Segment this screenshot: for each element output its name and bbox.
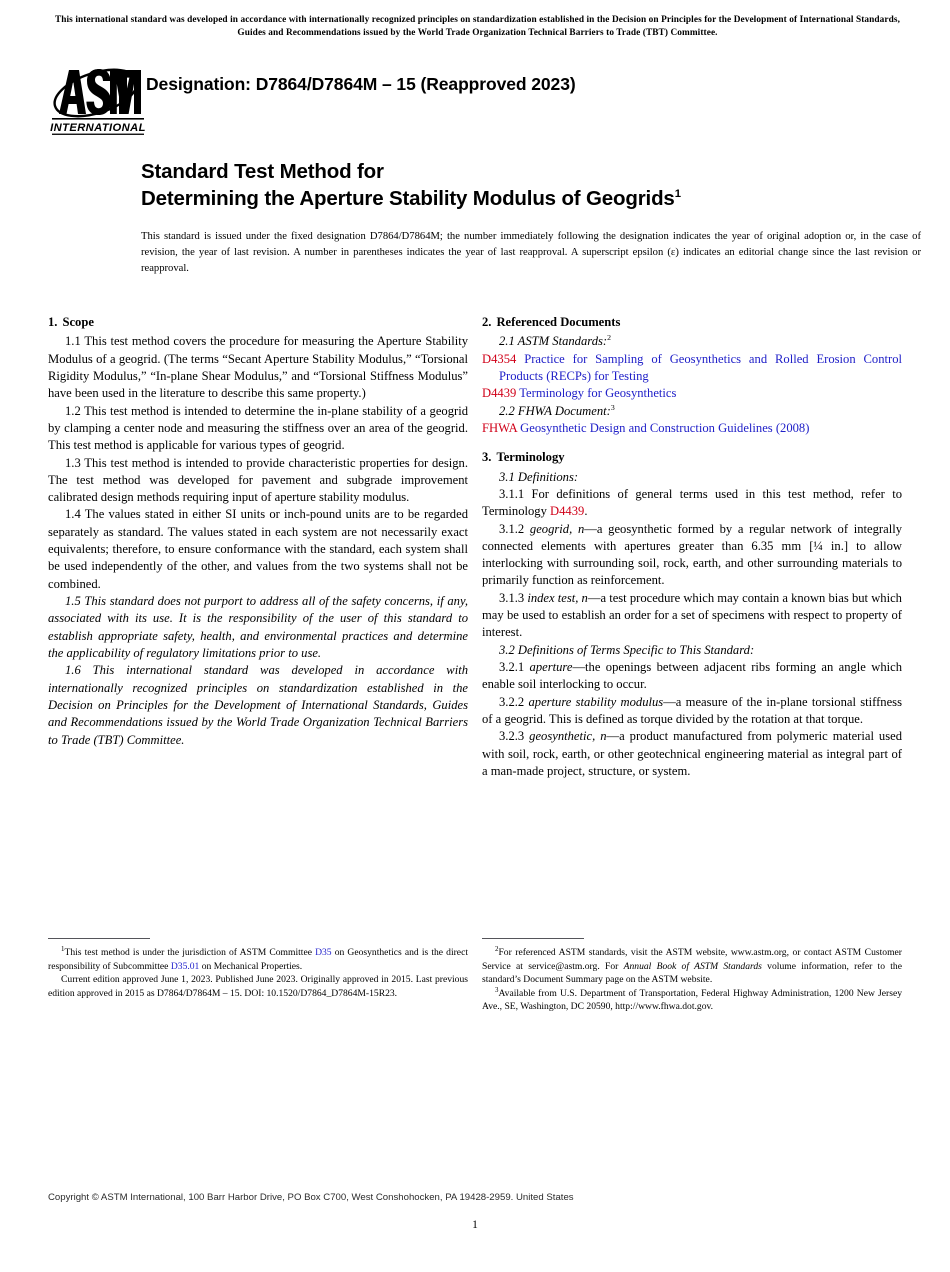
paragraph-3-1-2-number: 3.1.2 — [499, 521, 530, 536]
reference-title-d4439[interactable]: Terminology for Geosynthetics — [519, 386, 677, 401]
footnotes-left — [48, 938, 468, 1000]
tbt-header-note: This international standard was developed in accordance with internationally recognized principles on standardization established in the Decision on Principles for the Development of International Standards, Guides and Recommendations issued by the World Trade Organization Technical Barriers to Trade (TBT) Committee. — [54, 15, 901, 39]
reference-code-d4354[interactable]: D4354 — [482, 351, 517, 366]
paragraph-3-1-1-pre: 3.1.1 For definitions of general terms used in this test method, refer to Terminology — [482, 486, 902, 519]
subheading-2-2 — [482, 403, 902, 420]
paragraph-3-2-3-text: —a product manufactured from polymeric material used with soil, rock, earth, or other geotechnical engineering material as integral part of a man-made project, structure, or system. — [482, 729, 903, 778]
paragraph-3-1-2-text: —a geosynthetic formed by a regular network of integrally connected elements with apertures greater than 6.35 mm [¼ in.] to allow interlocking with surrounding soil, rock, earth, and other surrounding materials to primarily function as reinforcement. — [482, 521, 902, 588]
title-footnote-marker: 1 — [674, 188, 681, 201]
astm-standards-list — [482, 351, 902, 403]
title-line-2 — [141, 185, 921, 212]
term-aperture-stability-modulus: aperture stability modulus — [528, 694, 664, 709]
section-number-3: 3. — [482, 450, 492, 465]
astm-logo-icon — [50, 60, 146, 136]
paragraph-3-2-1-text: —the openings between adjacent ribs forming an angle which enable soil interlocking to occur. — [482, 660, 902, 692]
section-title-1: Scope — [62, 315, 94, 329]
subheading-2-2-marker: 3 — [610, 402, 615, 412]
copyright-line: Copyright © ASTM International, 100 Barr Harbor Drive, PO Box C700, West Conshohocken, PA 19428-2959. United States — [48, 1192, 574, 1203]
footnote-1-post: on Mechanical Properties. — [199, 960, 303, 972]
footnote-link-d3501[interactable]: D35.01 — [170, 960, 200, 972]
paragraph-1-4: 1.4 The values stated in either SI units or inch-pound units are to be regarded separately as standard. The values stated in each system are not necessarily exact equivalents; therefore, to ensure conformance with the standard, each system shall be used independently of the other, and values from the two systems shall not be combined. — [48, 507, 468, 591]
section-title-3: Terminology — [496, 450, 565, 465]
section-number-2: 2. — [482, 315, 492, 329]
subheading-3-2 — [482, 642, 902, 659]
svg-text:INTERNATIONAL: INTERNATIONAL — [50, 122, 146, 134]
paragraph-3-1-3-text: —a test procedure which may contain a known bias but which may be used to establish an order for a set of specimens with respect to property of interest. — [482, 590, 902, 640]
paragraph-1-2: 1.2 This test method is intended to determine the in-plane stability of a geogrid by clamping a center node and measuring the stiffness over an area of the geogrid. This test method is applicable for various types of geogrid. — [48, 403, 468, 453]
paragraph-3-1-3-number: 3.1.3 — [499, 590, 528, 605]
title-line-2-text: Determining the Aperture Stability Modulus of Geogrids — [141, 187, 675, 211]
footnote-link-d35[interactable]: D35 — [315, 947, 332, 958]
reference-item-d4354[interactable] — [482, 351, 902, 386]
footnote-1-marker: 1 — [61, 945, 65, 953]
section-number-1: 1. — [48, 315, 58, 329]
paragraph-3-2-3 — [482, 728, 902, 780]
section-heading-referenced-documents — [482, 314, 902, 330]
paragraph-3-2-2-text: —a measure of the in-plane torsional stiffness of a geogrid. This is defined as torque divided by the rotation at that torque. — [482, 694, 902, 726]
paragraph-1-1: 1.1 This test method covers the procedure for measuring the Aperture Stability Modulus of a geogrid. (The terms “Secant Aperture Stability Modulus,” “Torsional Rigidity Modulus,” “In-plane Shear Modulus,” and “Torsional Stiffness Modulus” have been used in the literature to describe this same property.) — [48, 334, 468, 401]
term-aperture: aperture — [529, 660, 573, 675]
subheading-3-1-text: 3.1 Definitions: — [499, 469, 579, 484]
footnote-rule-right — [482, 938, 584, 939]
footnote-2-marker: 2 — [495, 945, 499, 953]
subheading-3-2-text: 3.2 Definitions of Terms Specific to This Standard: — [499, 642, 755, 657]
paragraph-1-3: 1.3 This test method is intended to provide characteristic properties for design. The test method was developed for pavement and subgrade improvement calibrated design methods requiring input of aperture stability modulus. — [48, 455, 468, 505]
subheading-2-1 — [482, 333, 902, 350]
paragraph-3-2-1-number: 3.2.1 — [499, 660, 530, 675]
paragraph-3-1-2 — [482, 521, 902, 590]
fhwa-documents-list — [482, 420, 902, 437]
reference-code-d4439[interactable]: D4439 — [482, 386, 517, 401]
section-heading-terminology — [482, 449, 902, 465]
subheading-2-2-text: 2.2 FHWA Document: — [499, 403, 611, 418]
paragraph-3-2-2 — [482, 694, 902, 729]
footnote-2-italic: Annual Book of ASTM Standards — [623, 960, 762, 972]
astm-logo — [50, 60, 146, 136]
paragraph-3-2-1 — [482, 659, 902, 694]
subheading-2-1-marker: 2 — [607, 333, 612, 343]
paragraph-1-6: 1.6 This international standard was developed in accordance with internationally recognized principles on standardization established in the Decision on Principles for the Development of International Standards, Guides and Recommendations issued by the World Trade Organization Technical Barriers to Trade (TBT) Committee. — [48, 663, 468, 747]
subheading-2-1-text: 2.1 ASTM Standards: — [499, 334, 608, 349]
left-column — [48, 314, 468, 749]
section-heading-scope — [48, 314, 468, 330]
footnotes-right — [482, 938, 902, 1014]
term-geogrid: geogrid, n — [529, 521, 585, 536]
designation-line: Designation: D7864/D7864M – 15 (Reapproved 2023) — [146, 74, 576, 94]
footnote-2 — [482, 946, 902, 987]
paragraph-1-5: 1.5 This standard does not purport to address all of the safety concerns, if any, associated with its use. It is the responsibility of the user of this standard to establish appropriate safety, health, and environmental practices and determine the applicability of regulatory limitations prior to use. — [48, 594, 468, 660]
paragraph-3-2-2-number: 3.2.2 — [499, 694, 529, 709]
term-index-test: index test, n — [527, 590, 588, 605]
subheading-3-1 — [482, 469, 902, 486]
section-title-2: Referenced Documents — [496, 315, 621, 329]
reference-title-d4354[interactable]: Practice for Sampling of Geosynthetics and Rolled Erosion Control Products (RECPs) for Testing — [499, 351, 902, 383]
page-title — [141, 158, 921, 212]
page-number: 1 — [472, 1219, 478, 1231]
paragraph-3-1-1 — [482, 486, 902, 521]
footnote-current-edition: Current edition approved June 1, 2023. Published June 2023. Originally approved in 2015. Last previous edition approved in 2015 as D7864/D7864M – 15. DOI: 10.1520/D7864_D7864M-15R23. — [48, 974, 468, 999]
reference-item-fhwa[interactable] — [482, 420, 902, 437]
footnote-1-pre: This test method is under the jurisdiction of ASTM Committee — [64, 947, 316, 958]
footnote-rule-left — [48, 938, 150, 939]
footnote-1-mid: on Geosynthetics and is the direct responsibility of Subcommittee — [48, 947, 468, 972]
right-column — [482, 314, 902, 780]
footnote-3-text: Available from U.S. Department of Transportation, Federal Highway Administration, 1200 New Jersey Ave., SE, Washington, DC 20590, http://www.fhwa.dot.gov. — [482, 987, 902, 1013]
footnote-3 — [482, 987, 902, 1014]
reference-code-fhwa[interactable]: FHWA — [482, 420, 517, 435]
reference-item-d4439[interactable] — [482, 385, 902, 402]
paragraph-3-1-3 — [482, 590, 902, 642]
title-line-1: Standard Test Method for — [141, 160, 384, 183]
inline-link-d4439[interactable]: D4439 — [550, 504, 585, 519]
footnote-2-part2: volume information, refer to the standard’s Document Summary page on the ASTM website. — [482, 960, 902, 986]
section-spacer — [482, 437, 902, 449]
paragraph-3-2-3-number: 3.2.3 — [499, 729, 530, 744]
footnote-2-part1: For referenced ASTM standards, visit the ASTM website, www.astm.org, or contact ASTM Customer Service at service@astm.org. For — [482, 947, 902, 972]
footnote-3-marker: 3 — [495, 986, 499, 994]
issue-statement: This standard is issued under the fixed designation D7864/D7864M; the number immediately following the designation indicates the year of original adoption or, in the case of revision, the year of last revision. A number in parentheses indicates the year of last reapproval. A superscript epsilon (ε) indicates an editorial change since the last revision or reapproval. — [141, 231, 921, 274]
paragraph-3-1-1-post: . — [584, 504, 588, 519]
reference-title-fhwa[interactable]: Geosynthetic Design and Construction Guidelines (2008) — [520, 420, 810, 435]
footnote-1 — [48, 946, 468, 973]
term-geosynthetic: geosynthetic, n — [529, 729, 607, 744]
